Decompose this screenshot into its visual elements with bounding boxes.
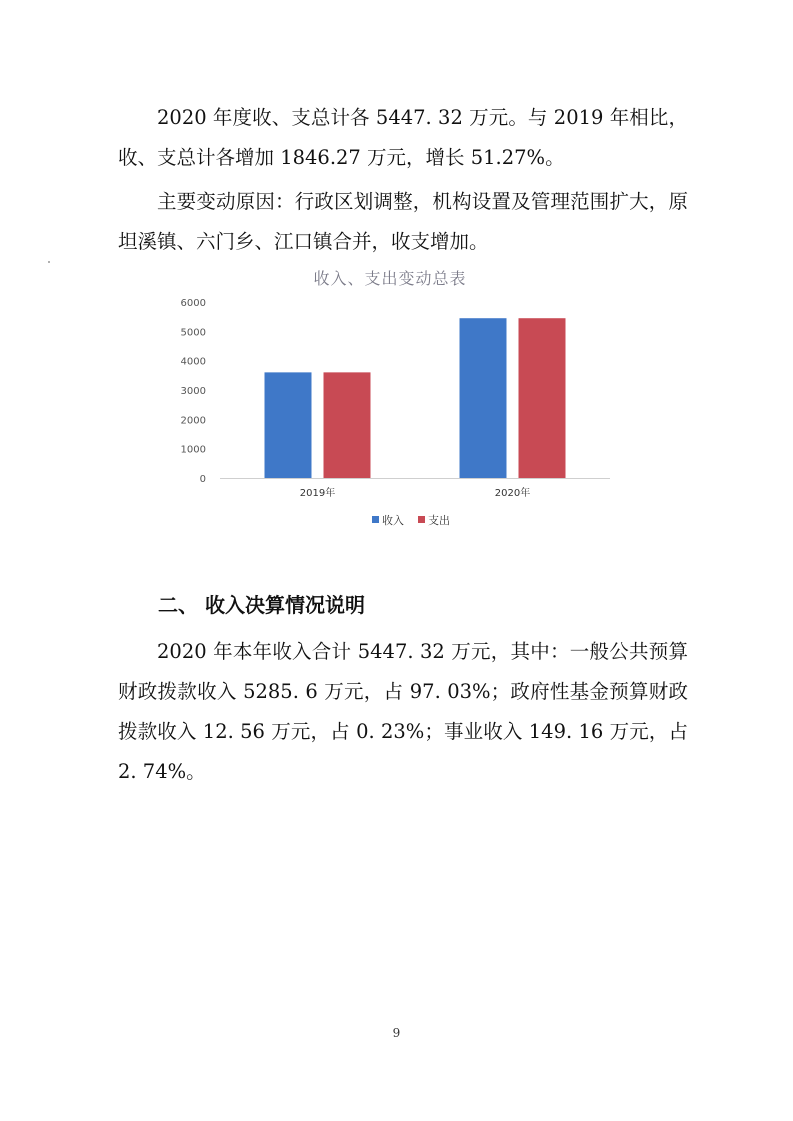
chart-title: 收入、支出变动总表 bbox=[313, 269, 467, 288]
legend-swatch-income bbox=[372, 516, 379, 523]
legend-label-income: 收入 bbox=[382, 514, 404, 527]
income-expense-chart bbox=[160, 262, 620, 542]
bar-income-0 bbox=[265, 372, 312, 478]
legend-swatch-expense bbox=[418, 516, 425, 523]
bar-expense-0 bbox=[324, 372, 371, 478]
x-category-label: 2020年 bbox=[494, 488, 531, 499]
y-tick-label: 3000 bbox=[180, 386, 206, 397]
page-number: 9 bbox=[392, 1026, 401, 1040]
y-tick-label: 2000 bbox=[180, 415, 206, 427]
y-tick-label: 0 bbox=[199, 474, 206, 485]
chart-svg bbox=[160, 262, 620, 542]
y-tick-label: 6000 bbox=[180, 298, 206, 309]
bar-income-1 bbox=[460, 318, 507, 478]
scan-speck bbox=[48, 261, 50, 263]
legend-label-expense: 支出 bbox=[428, 514, 450, 527]
bar-expense-1 bbox=[519, 318, 566, 478]
section-heading-income: 二、 收入决算情况说明 bbox=[158, 593, 365, 617]
y-tick-label: 1000 bbox=[180, 444, 206, 456]
x-category-label: 2019年 bbox=[299, 488, 336, 499]
paragraph-change-reasons: 主要变动原因：行政区划调整，机构设置及管理范围扩大，原坦溪镇、六门乡、江口镇合并，收支增加。 bbox=[118, 190, 688, 253]
y-tick-label: 4000 bbox=[180, 356, 206, 368]
paragraph-total-income-expense: 2020 年度收、支总计各 5447. 32 万元。与 2019 年相比，收、支总计各增加 1846.27 万元，增长 51.27%。 bbox=[118, 106, 688, 169]
y-tick-label: 5000 bbox=[180, 327, 206, 339]
paragraph-income-breakdown: 2020 年本年收入合计 5447. 32 万元，其中：一般公共预算财政拨款收入 5285. 6 万元，占 97. 03%；政府性基金预算财政拨款收入 12. 56 万元，占 0. 23%；事业收入 149. 16 万元，占 2. 74%。 bbox=[118, 640, 688, 783]
